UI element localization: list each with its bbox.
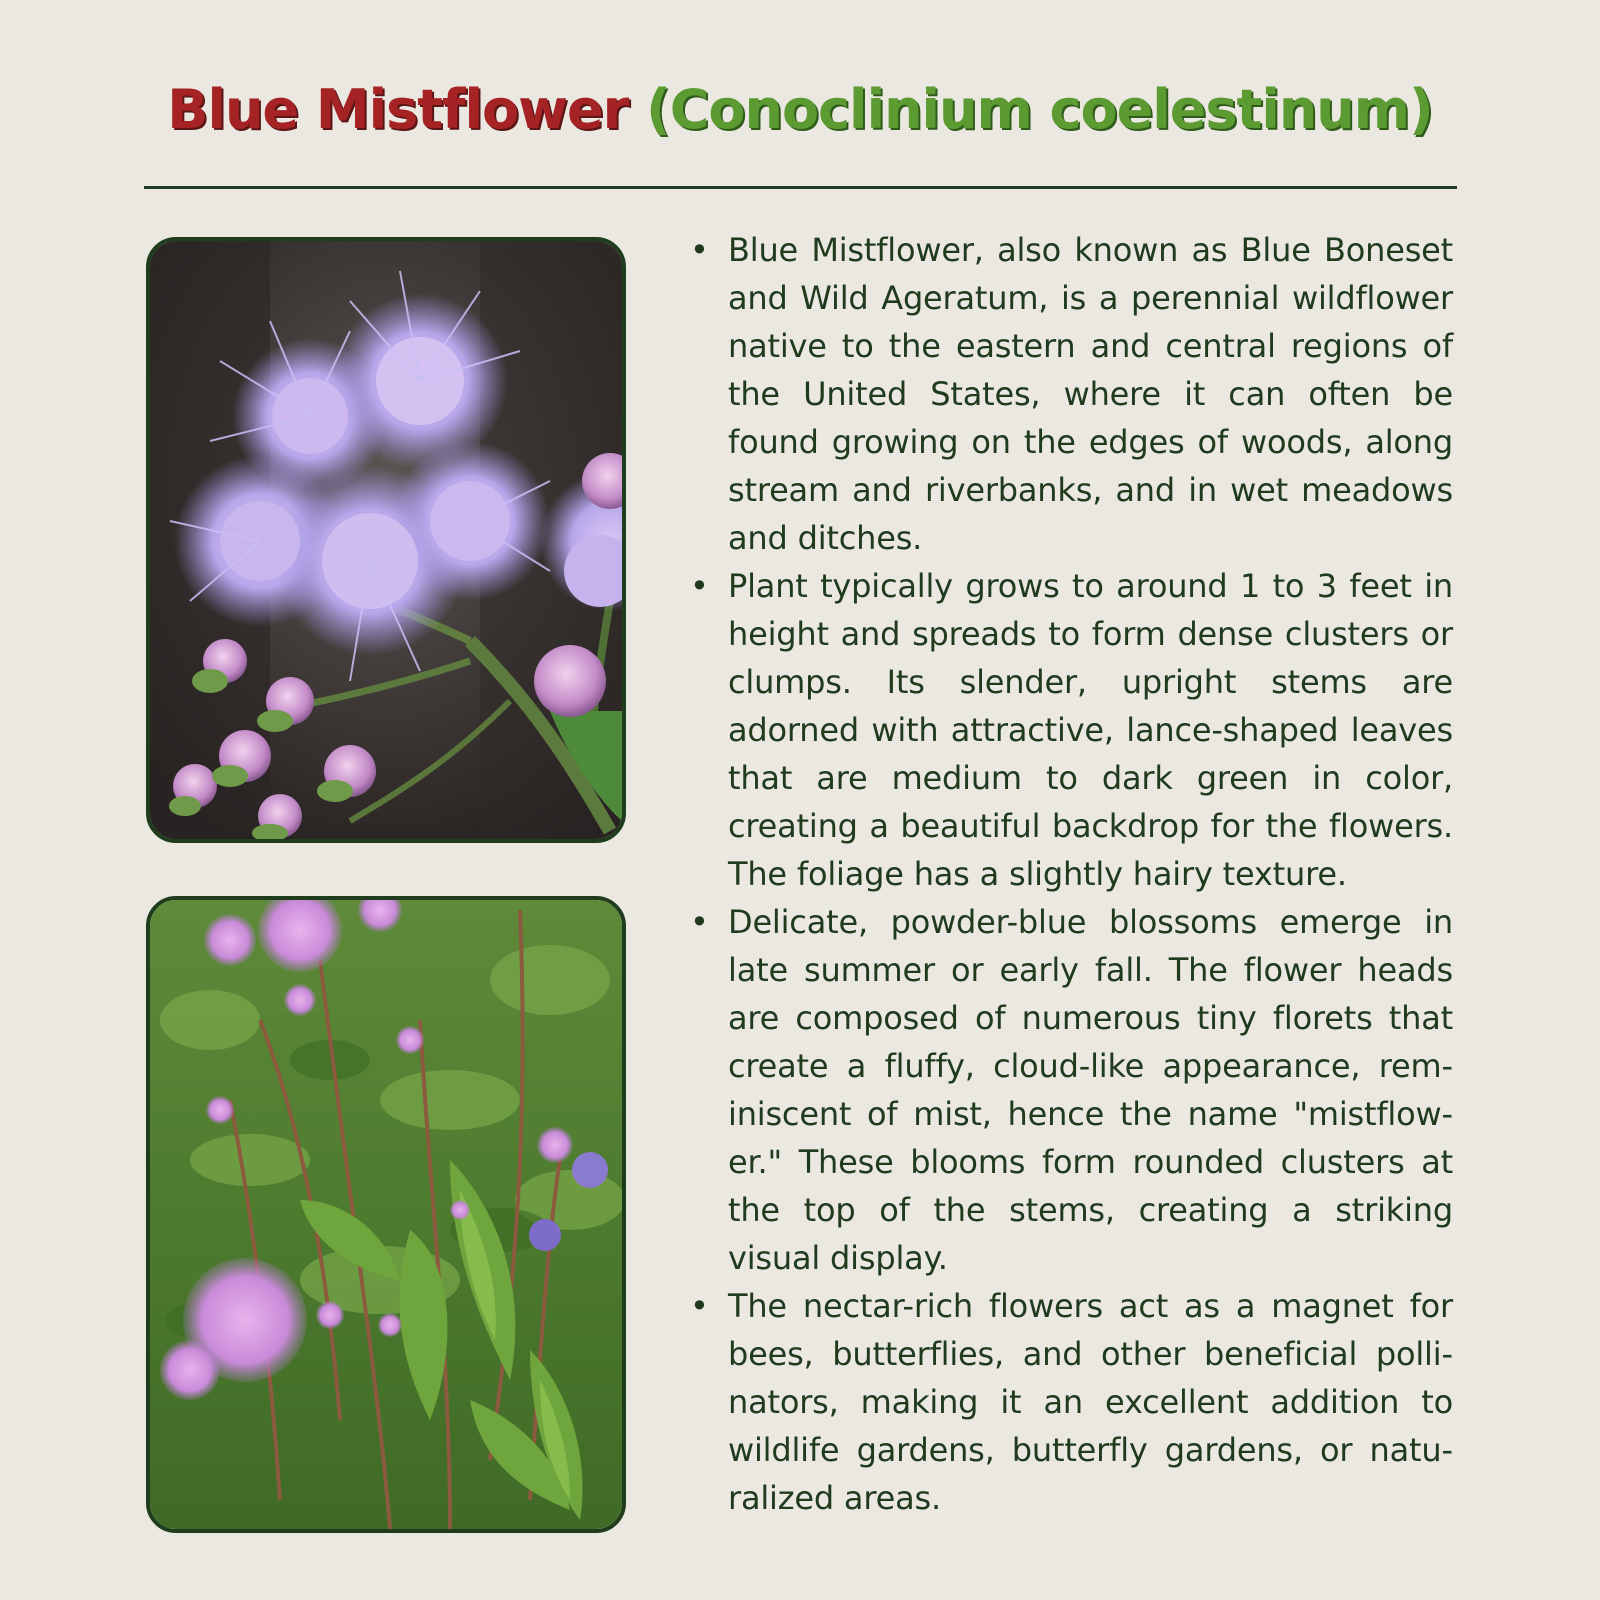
fact-item [690,562,1453,898]
fact-text: The nectar-rich flowers act as a magnet for bees, butterflies, and other beneficial pollinators, making it an excellent addition to wildlife gardens, butterfly gardens, or naturalized areas. [728,1287,1453,1517]
scientific-name: (Conoclinium coelestinum) [646,78,1433,141]
mistflower-plant-photo [146,896,626,1533]
mistflower-closeup-photo [146,237,626,843]
plant-illustration [150,900,622,1529]
facts-list [690,226,1453,1522]
bullet-icon: • [690,231,709,269]
fact-text: Blue Mistflower, also known as Blue Boneset and Wild Ageratum, is a perennial wildflower native to the eastern and central regions of the United States, where it can often be found growing on the edges of woods, along stream and riverbanks, and in wet meadows and ditches. [728,231,1453,557]
bullet-icon: • [690,903,709,941]
bullet-icon: • [690,1287,709,1325]
fact-item [690,226,1453,562]
common-name: Blue Mistflower [167,78,629,141]
closeup-illustration [150,241,622,839]
fact-text: Plant typically grows to around 1 to 3 feet in height and spreads to form dense clusters or clumps. Its slender, upright stems are adorned with attractive, lance-shaped leaves that are medium to dark green in color, creating a beautiful backdrop for the flowers. The foliage has a slightly hairy texture. [728,567,1453,893]
page-title [0,78,1600,141]
title-divider [144,186,1457,189]
fact-item [690,898,1453,1282]
fact-item [690,1282,1453,1522]
bullet-icon: • [690,567,709,605]
fact-text: Delicate, powder-blue blossoms emerge in late summer or early fall. The flower heads are composed of numerous tiny florets that create a fluffy, cloud-like appearance, reminiscent of mist, hence the name "mistflower." These blooms form rounded clusters at the top of the stems, creating a striking visual display. [728,903,1453,1277]
